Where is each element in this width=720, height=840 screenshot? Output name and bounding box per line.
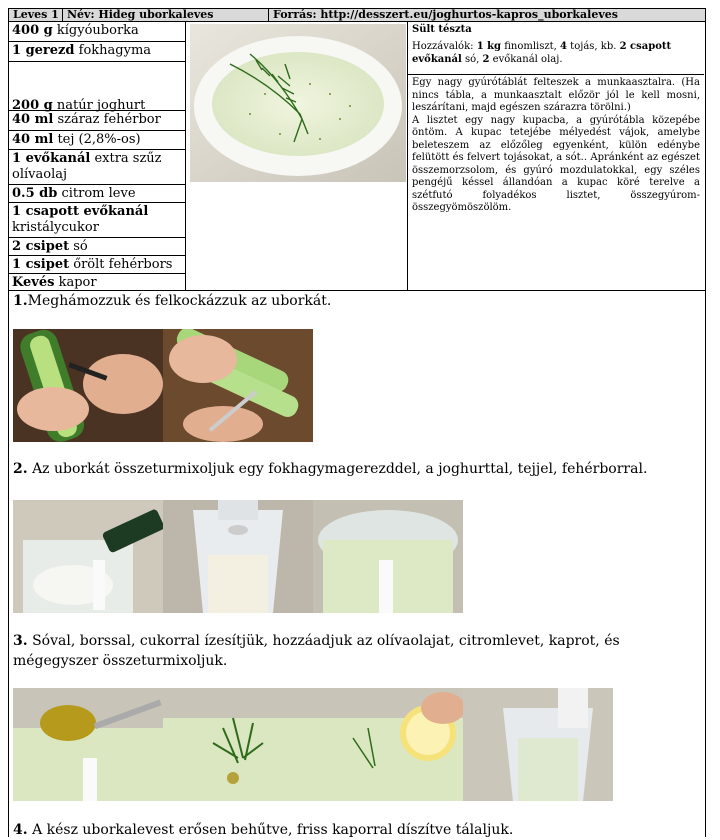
ingredient-row: 200 g natúr joghurt bbox=[9, 62, 185, 111]
header-category: Leves 1 bbox=[9, 9, 63, 21]
header-recipe-name: Név: Hideg uborkaleves bbox=[63, 9, 269, 21]
ingredient-list bbox=[8, 22, 186, 291]
header-source: Forrás: http://desszert.eu/joghurtos-kapros_uborkaleves bbox=[273, 8, 618, 21]
ingredient-row: 40 ml száraz fehérbor bbox=[9, 111, 185, 131]
ingredient-row: 2 csipet só bbox=[9, 238, 185, 256]
ingredient-row: 1 gerezd fokhagyma bbox=[9, 42, 185, 62]
step1-photo-cutting bbox=[163, 329, 313, 442]
side-recipe-divider bbox=[408, 74, 704, 75]
ingredient-row: 1 csapott evőkanál kristálycukor bbox=[9, 203, 185, 238]
method-paragraph: A lisztet egy nagy kupacba, a gyúrótábla közepébe öntöm. A kupac tetejébe mélyedést vájok, amelybe beleteszem az előzőleg egyenként, külön edénybe felütött és felvert tojásokat, a sót.. Apránként az egészet összemorzsolom, és gyúró mozdulatokkal, egy széles pengéjű késsel állandóan a kupac köré terelve a szétfutó folyadékos lisztet, összegyúrom-összegyömöszölöm. bbox=[412, 114, 700, 213]
method-paragraph: Egy nagy gyúrótáblát felteszek a munkaasztalra. (Ha nincs tábla, a munkaasztalt előzör jól le kell mosni, leszárítani, majd egészen szárazra törölni.) bbox=[412, 77, 700, 113]
step3-photo-lemon bbox=[313, 688, 463, 801]
side-recipe-title: Sült tészta bbox=[412, 24, 472, 35]
ingredient-row: 0.5 db citrom leve bbox=[9, 185, 185, 203]
ingredient-row: Kevés kapor bbox=[12, 275, 97, 290]
soup-bowl-image bbox=[190, 24, 406, 182]
step3-photo-dill bbox=[163, 688, 313, 801]
recipe-header bbox=[8, 8, 706, 22]
ingredient-row: 400 g kígyóuborka bbox=[9, 22, 185, 42]
step1-photo-peeling bbox=[13, 329, 163, 442]
step-1: 1.Meghámozzuk és felkockázzuk az uborkát. bbox=[13, 293, 332, 309]
side-recipe-panel bbox=[408, 22, 706, 291]
step-4: 4. A kész uborkalevest erősen behűtve, friss kaporral díszítve tálaljuk. bbox=[13, 822, 514, 838]
step3-photo-oil bbox=[13, 688, 163, 801]
side-recipe-ingredients: Hozzávalók: 1 kg finomliszt, 4 tojás, kb. 2 csapott evőkanál só, 2 evőkanál olaj. bbox=[412, 41, 672, 65]
step2-photo-blender bbox=[163, 500, 313, 613]
soup-photo-cell bbox=[186, 22, 408, 291]
ingredient-row: 1 csipet őrölt fehérbors bbox=[9, 256, 185, 274]
step2-photo-wine bbox=[13, 500, 163, 613]
step-3: 3. Sóval, borssal, cukorral ízesítjük, hozzáadjuk az olívaolajat, citromlevet, kaprot, és mégegyszer összeturmixoljuk. bbox=[13, 633, 620, 669]
step3-photo-blender-final bbox=[463, 688, 613, 801]
ingredient-row: 40 ml tej (2,8%-os) bbox=[9, 131, 185, 150]
side-recipe-method bbox=[412, 77, 700, 215]
steps-section bbox=[8, 291, 706, 837]
step-2: 2. Az uborkát összeturmixoljuk egy fokhagymagerezddel, a joghurttal, tejjel, fehérborral. bbox=[13, 461, 648, 477]
ingredient-row: 1 evőkanál extra szűz olívaolaj bbox=[9, 150, 185, 185]
step2-photo-blended bbox=[313, 500, 463, 613]
